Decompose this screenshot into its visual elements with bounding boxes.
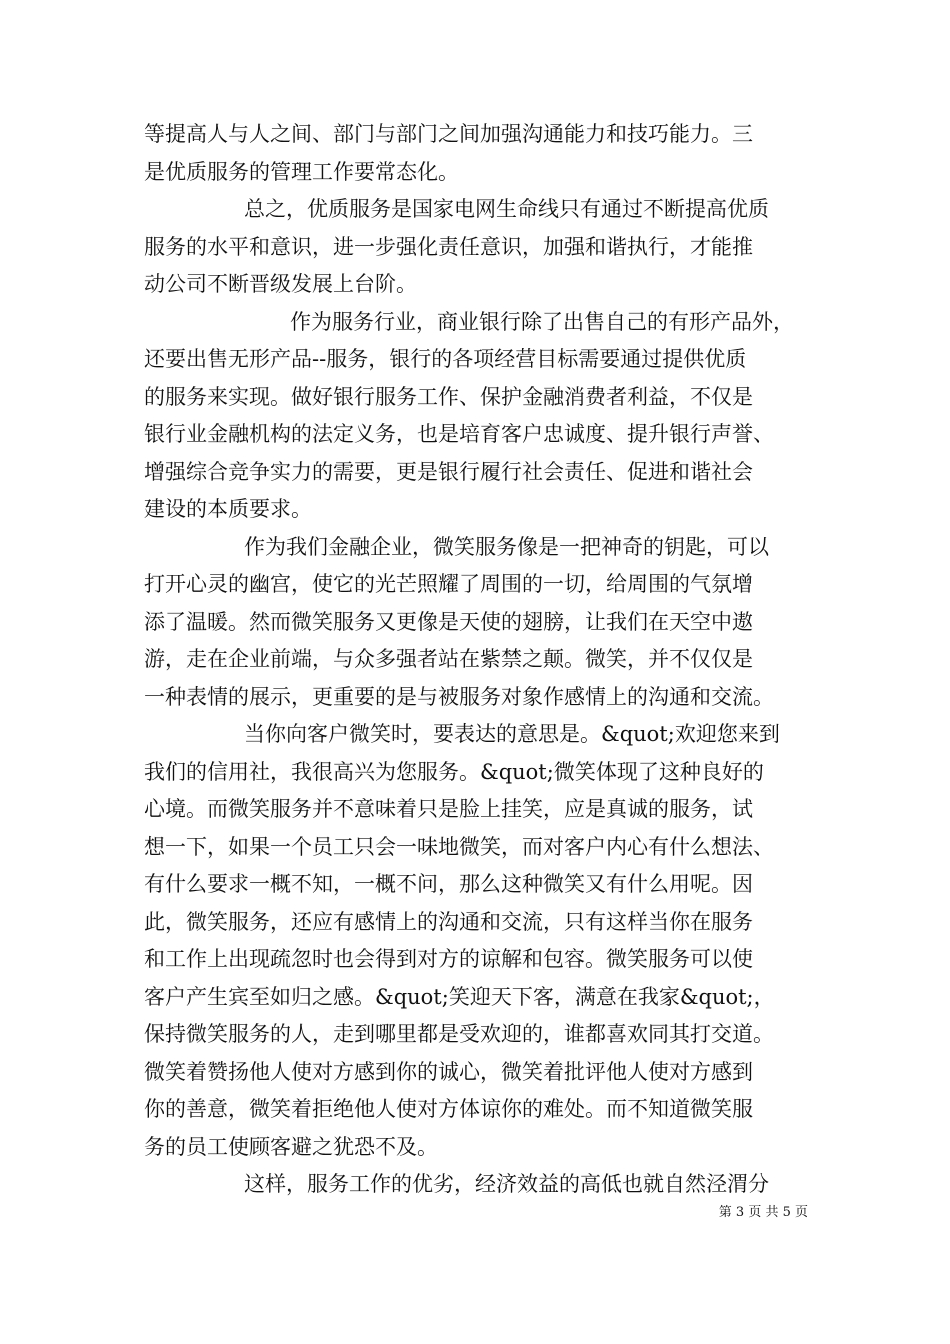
- paragraph-4: [144, 529, 808, 717]
- text-line: 心境。而微笑服务并不意味着只是脸上挂笑，应是真诚的服务，试: [144, 797, 753, 821]
- text-line: 还要出售无形产品--服务，银行的各项经营目标需要通过提供优质: [144, 347, 747, 371]
- text-line: 添了温暖。然而微笑服务又更像是天使的翅膀，让我们在天空中遨: [144, 609, 753, 634]
- page-number-footer: 第 3 页 共 5 页: [718, 1205, 808, 1220]
- text-line: 当你向客户微笑时，要表达的意思是。&quot;欢迎您来到: [244, 722, 780, 746]
- text-line: 微笑着赞扬他人使对方感到你的诚心，微笑着批评他人使对方感到: [144, 1059, 753, 1084]
- text-line: 你的善意，微笑着拒绝他人使对方体谅你的难处。而不知道微笑服: [144, 1097, 753, 1121]
- text-line: 服务的水平和意识，进一步强化责任意识，加强和谐执行，才能推: [144, 234, 753, 259]
- text-line: 作为我们金融企业，微笑服务像是一把神奇的钥匙，可以: [244, 534, 769, 559]
- paragraph-2: [144, 191, 808, 304]
- document-body: [144, 116, 808, 1204]
- text-line: 这样，服务工作的优劣，经济效益的高低也就自然泾渭分: [244, 1172, 769, 1196]
- text-line: 银行业金融机构的法定义务，也是培育客户忠诚度、提升银行声誉、: [144, 422, 774, 446]
- text-line: 动公司不断晋级发展上台阶。: [144, 272, 417, 296]
- text-line: 此，微笑服务，还应有感情上的沟通和交流，只有这样当你在服务: [144, 909, 753, 934]
- text-line: 是优质服务的管理工作要常态化。: [144, 159, 459, 184]
- text-line: 务的员工使顾客避之犹恐不及。: [144, 1134, 438, 1159]
- text-line: 作为服务行业，商业银行除了出售自己的有形产品外，: [290, 309, 794, 334]
- text-line: 等提高人与人之间、部门与部门之间加强沟通能力和技巧能力。三: [144, 122, 753, 146]
- text-line: 保持微笑服务的人，走到哪里都是受欢迎的，谁都喜欢同其打交道。: [144, 1022, 774, 1046]
- paragraph-6: [144, 1166, 808, 1204]
- text-line: 客户产生宾至如归之感。&quot;笑迎天下客，满意在我家&quot;，: [144, 984, 775, 1009]
- paragraph-5: [144, 716, 808, 1166]
- paragraph-1: [144, 116, 808, 191]
- text-line: 打开心灵的幽宫，使它的光芒照耀了周围的一切，给周围的气氛增: [144, 572, 753, 596]
- text-line: 有什么要求一概不知，一概不问，那么这种微笑又有什么用呢。因: [144, 872, 753, 896]
- text-line: 总之，优质服务是国家电网生命线只有通过不断提高优质: [244, 197, 769, 221]
- text-line: 游，走在企业前端，与众多强者站在紫禁之颠。微笑，并不仅仅是: [144, 647, 753, 671]
- text-line: 和工作上出现疏忽时也会得到对方的谅解和包容。微笑服务可以使: [144, 947, 753, 971]
- text-line: 的服务来实现。做好银行服务工作、保护金融消费者利益，不仅是: [144, 384, 753, 409]
- text-line: 我们的信用社，我很高兴为您服务。&quot;微笑体现了这种良好的: [144, 759, 764, 784]
- text-line: 增强综合竞争实力的需要，更是银行履行社会责任、促进和谐社会: [144, 459, 753, 484]
- text-line: 想一下，如果一个员工只会一味地微笑，而对客户内心有什么想法、: [144, 834, 774, 859]
- text-line: 一种表情的展示，更重要的是与被服务对象作感情上的沟通和交流。: [144, 684, 774, 709]
- paragraph-3: [144, 304, 808, 529]
- text-line: 建设的本质要求。: [144, 497, 312, 521]
